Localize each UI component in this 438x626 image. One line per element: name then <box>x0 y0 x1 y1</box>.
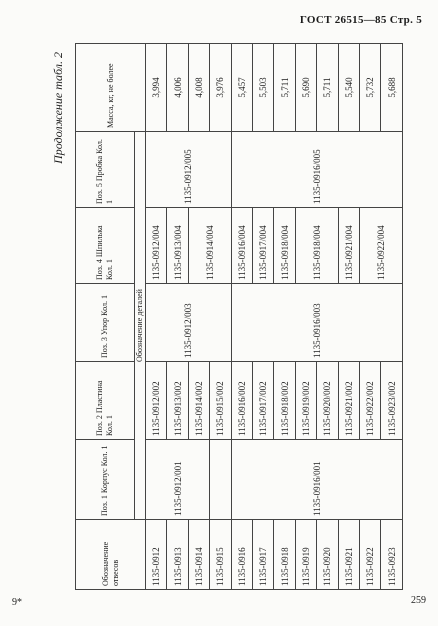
mass-cell: 3,976 <box>210 44 231 132</box>
pos1-cell-empty <box>210 440 231 520</box>
row-designation: 1135-0914 <box>188 520 209 590</box>
footer-page-number: 259 <box>411 595 426 606</box>
mass-cell: 5,711 <box>274 44 295 132</box>
row-designation: 1135-0913 <box>167 520 188 590</box>
mass-cell: 5,711 <box>317 44 338 132</box>
mass-cell: 3,994 <box>146 44 167 132</box>
page-number: Стр. 5 <box>389 14 422 26</box>
pos1-cell: 1135-0912/001 <box>146 440 210 520</box>
row-designation: 1135-0920 <box>317 520 338 590</box>
pos4-cell: 1135-0912/004 <box>146 208 167 284</box>
row-designation: 1135-0915 <box>210 520 231 590</box>
pos4-cell: 1135-0916/004 <box>231 208 252 284</box>
pos2-cell: 1135-0912/002 <box>146 362 167 440</box>
col-header-pos1: Поз. 1 Корпус Кол. 1 <box>76 440 135 520</box>
pos2-cell: 1135-0918/002 <box>274 362 295 440</box>
pos2-cell: 1135-0920/002 <box>317 362 338 440</box>
pos5-cell: 1135-0916/005 <box>231 132 402 208</box>
mass-cell: 5,688 <box>381 44 403 132</box>
pos4-cell: 1135-0921/004 <box>338 208 359 284</box>
col-header-pos2: Поз. 2 Пластина Кол. 1 <box>76 362 135 440</box>
parts-table <box>75 43 403 590</box>
pos3-cell: 1135-0916/003 <box>231 284 402 362</box>
table-row <box>231 44 252 590</box>
mass-cell: 5,732 <box>360 44 381 132</box>
parts-designation-subheader: Обозначение деталей <box>135 132 146 520</box>
row-designation: 1135-0923 <box>381 520 403 590</box>
footer-signature-mark: 9* <box>12 597 22 608</box>
col-header-pos3: Поз. 3 Упор Кол. 1 <box>76 284 135 362</box>
row-designation: 1135-0919 <box>295 520 316 590</box>
pos2-cell: 1135-0916/002 <box>231 362 252 440</box>
pos2-cell: 1135-0915/002 <box>210 362 231 440</box>
header-row <box>76 44 135 590</box>
pos1-cell: 1135-0916/001 <box>231 440 402 520</box>
rotated-table-block <box>51 44 405 590</box>
mass-cell: 5,503 <box>253 44 274 132</box>
table-row <box>146 44 167 590</box>
pos2-cell: 1135-0917/002 <box>253 362 274 440</box>
pos2-cell: 1135-0914/002 <box>188 362 209 440</box>
pos2-cell: 1135-0921/002 <box>338 362 359 440</box>
pos4-cell: 1135-0922/004 <box>360 208 403 284</box>
row-designation: 1135-0912 <box>146 520 167 590</box>
mass-cell: 5,457 <box>231 44 252 132</box>
col-header-mass: Масса, кг, не более <box>76 44 146 132</box>
row-designation: 1135-0918 <box>274 520 295 590</box>
pos4-cell: 1135-0918/004 <box>295 208 338 284</box>
pos3-cell: 1135-0912/003 <box>146 284 232 362</box>
pos2-cell: 1135-0919/002 <box>295 362 316 440</box>
pos4-cell: 1135-0913/004 <box>167 208 188 284</box>
pos4-cell: 1135-0917/004 <box>253 208 274 284</box>
pos2-cell: 1135-0913/002 <box>167 362 188 440</box>
col-header-pos4: Поз. 4 Шпилька Кол. 1 <box>76 208 135 284</box>
pos4-cell: 1135-0918/004 <box>274 208 295 284</box>
col-header-designation: Обозначение отвесов <box>76 520 146 590</box>
mass-cell: 5,690 <box>295 44 316 132</box>
page-header <box>300 14 422 26</box>
row-designation: 1135-0922 <box>360 520 381 590</box>
standard-number: ГОСТ 26515—85 <box>299 14 387 26</box>
row-designation: 1135-0921 <box>338 520 359 590</box>
pos5-cell: 1135-0912/005 <box>146 132 232 208</box>
col-header-pos5: Поз. 5 Пробка Кол. 1 <box>76 132 135 208</box>
mass-cell: 4,006 <box>167 44 188 132</box>
pos2-cell: 1135-0923/002 <box>381 362 403 440</box>
mass-cell: 5,540 <box>338 44 359 132</box>
table-caption: Продолжение табл. 2 <box>51 52 65 164</box>
row-designation: 1135-0916 <box>231 520 252 590</box>
row-designation: 1135-0917 <box>253 520 274 590</box>
pos4-cell: 1135-0914/004 <box>188 208 231 284</box>
pos2-cell: 1135-0922/002 <box>360 362 381 440</box>
mass-cell: 4,008 <box>188 44 209 132</box>
